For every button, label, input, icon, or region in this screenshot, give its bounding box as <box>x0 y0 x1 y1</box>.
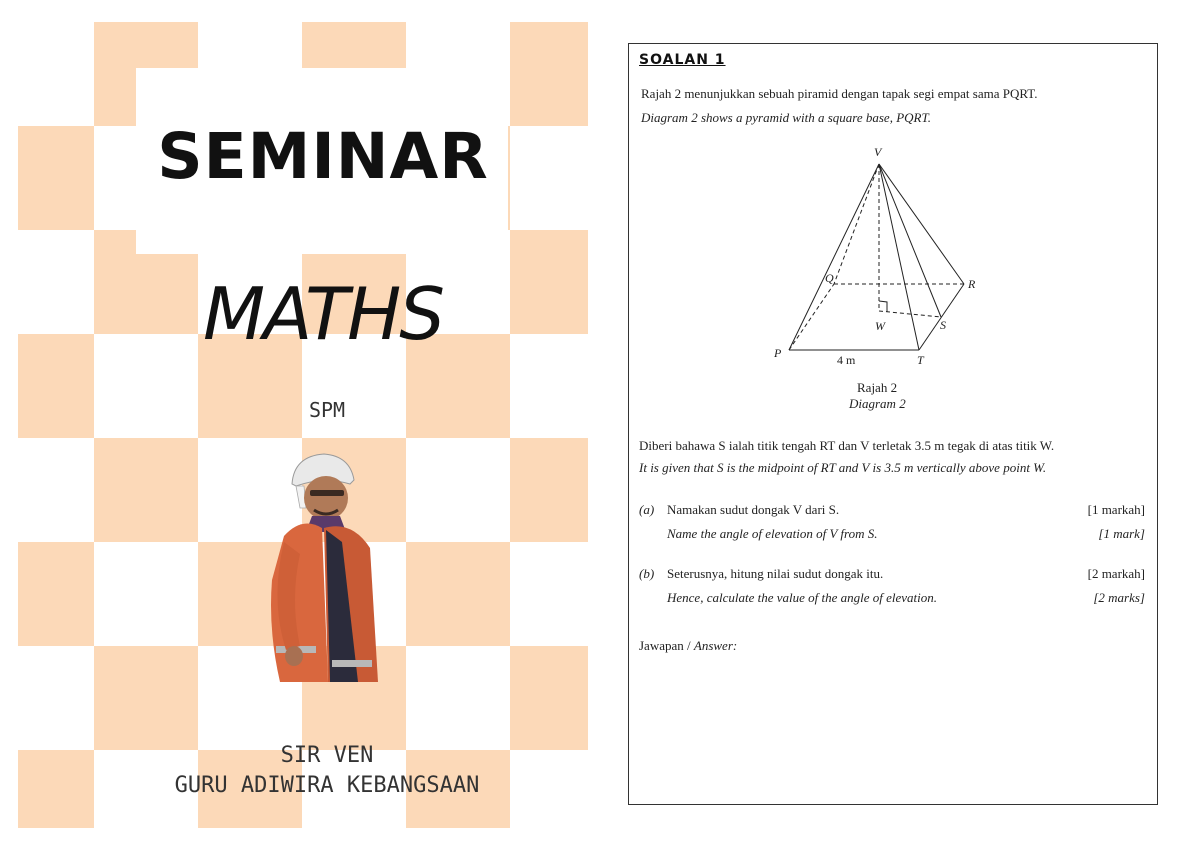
label-V: V <box>874 145 882 159</box>
part-a-text-english: Name the angle of elevation of V from S. <box>667 526 878 541</box>
cover-subject: MATHS <box>203 272 443 356</box>
part-b-marks-malay: [2 markah] <box>1087 566 1145 581</box>
label-P: P <box>774 346 782 360</box>
label-S: S <box>940 318 946 332</box>
checker-square <box>94 438 198 542</box>
checker-square <box>94 646 198 750</box>
question-sheet <box>628 43 1158 805</box>
cover-title: SEMINAR <box>157 120 489 193</box>
author-title: GURU ADIWIRA KEBANGSAAN <box>174 773 480 798</box>
checker-square <box>406 542 510 646</box>
part-a-label: (a) <box>639 502 655 517</box>
question-heading: SOALAN 1 <box>639 52 726 68</box>
part-a-marks-malay: [1 markah] <box>1087 502 1145 517</box>
checker-square <box>510 22 588 126</box>
answer-label-malay: Jawapan / <box>639 638 691 653</box>
cover-exam-label: SPM <box>308 398 346 422</box>
part-a-text-malay: Namakan sudut dongak V dari S. <box>667 502 840 517</box>
diagram-caption-english: Diagram 2 <box>849 396 906 411</box>
author-name: SIR VEN <box>280 743 374 768</box>
book-cover <box>18 22 588 828</box>
label-T: T <box>917 353 924 366</box>
label-Q: Q <box>825 271 834 285</box>
base-length-label: 4 m <box>837 353 856 366</box>
part-b-text-malay: Seterusnya, hitung nilai sudut dongak itu. <box>667 566 884 581</box>
part-b-marks-english: [2 marks] <box>1093 590 1145 605</box>
pyramid-diagram <box>769 136 989 366</box>
checker-square <box>510 438 588 542</box>
answer-label <box>639 638 737 654</box>
label-R: R <box>968 277 976 291</box>
intro-english: Diagram 2 shows a pyramid with a square base, PQRT. <box>641 110 931 125</box>
author-photo <box>266 450 396 686</box>
checker-square <box>18 542 94 646</box>
label-W: W <box>875 319 885 333</box>
answer-label-english: Answer: <box>693 638 738 653</box>
given-malay: Diberi bahawa S ialah titik tengah RT dan V terletak 3.5 m tegak di atas titik W. <box>639 438 1055 453</box>
checker-square <box>510 646 588 750</box>
given-english: It is given that S is the midpoint of RT and V is 3.5 m vertically above point W. <box>639 460 1047 475</box>
intro-malay: Rajah 2 menunjukkan sebuah piramid dengan tapak segi empat sama PQRT. <box>641 86 1038 101</box>
part-b-label: (b) <box>639 566 655 581</box>
part-a-marks-english: [1 mark] <box>1098 526 1145 541</box>
part-b-text-english: Hence, calculate the value of the angle of elevation. <box>667 590 938 605</box>
diagram-caption-malay: Rajah 2 <box>857 380 898 395</box>
